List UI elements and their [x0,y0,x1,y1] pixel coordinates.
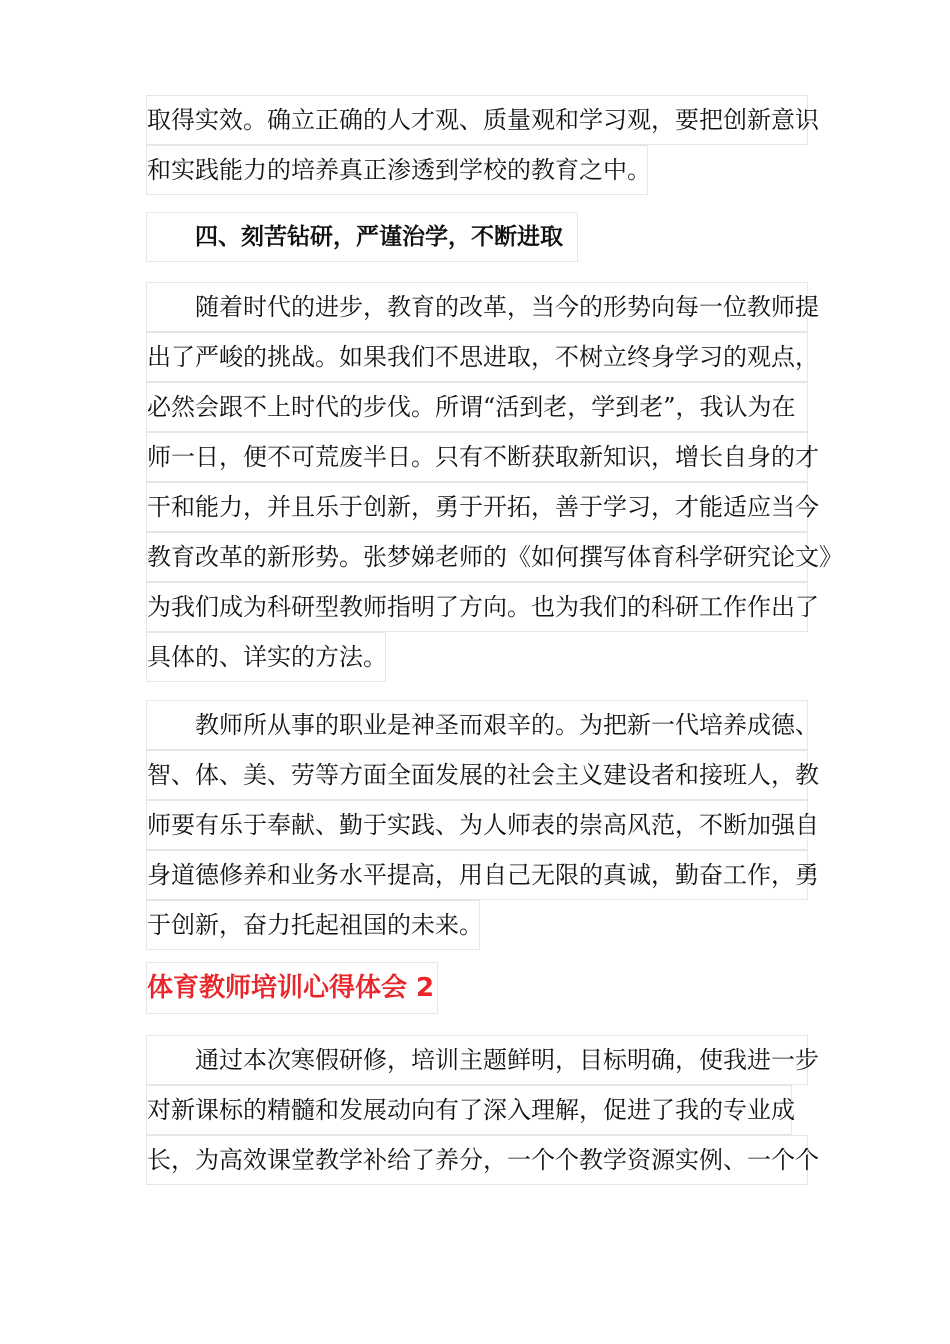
text-line: 师一日，便不可荒废半日。只有不断获取新知识，增长自身的才 [146,432,808,482]
text-line: 出了严峻的挑战。如果我们不思进取，不树立终身学习的观点， [146,332,808,382]
text-line: 具体的、详实的方法。 [146,632,386,682]
text-line: 通过本次寒假研修，培训主题鲜明，目标明确，使我进一步 [146,1035,808,1085]
text-line: 身道德修养和业务水平提高，用自己无限的真诚，勤奋工作，勇 [146,850,808,900]
text-line: 于创新，奋力托起祖国的未来。 [146,900,480,950]
article-title: 体育教师培训心得体会 2 [146,962,438,1014]
text-line: 为我们成为科研型教师指明了方向。也为我们的科研工作作出了 [146,582,808,632]
text-line: 取得实效。确立正确的人才观、质量观和学习观，要把创新意识 [146,95,808,145]
text-line: 师要有乐于奉献、勤于实践、为人师表的崇高风范，不断加强自 [146,800,808,850]
section-heading: 四、刻苦钻研，严谨治学，不断进取 [146,212,578,262]
text-line: 教师所从事的职业是神圣而艰辛的。为把新一代培养成德、 [146,700,808,750]
text-line: 对新课标的精髓和发展动向有了深入理解，促进了我的专业成 [146,1085,792,1135]
text-line: 干和能力，并且乐于创新，勇于开拓，善于学习，才能适应当今 [146,482,808,532]
text-line: 教育改革的新形势。张梦娣老师的《如何撰写体育科学研究论文》 [146,532,808,582]
text-line: 长，为高效课堂教学补给了养分，一个个教学资源实例、一个个 [146,1135,808,1185]
text-line: 必然会跟不上时代的步伐。所谓“活到老，学到老”，我认为在 [146,382,808,432]
text-line: 随着时代的进步，教育的改革，当今的形势向每一位教师提 [146,282,808,332]
text-line: 智、体、美、劳等方面全面发展的社会主义建设者和接班人，教 [146,750,808,800]
text-line: 和实践能力的培养真正渗透到学校的教育之中。 [146,145,648,195]
